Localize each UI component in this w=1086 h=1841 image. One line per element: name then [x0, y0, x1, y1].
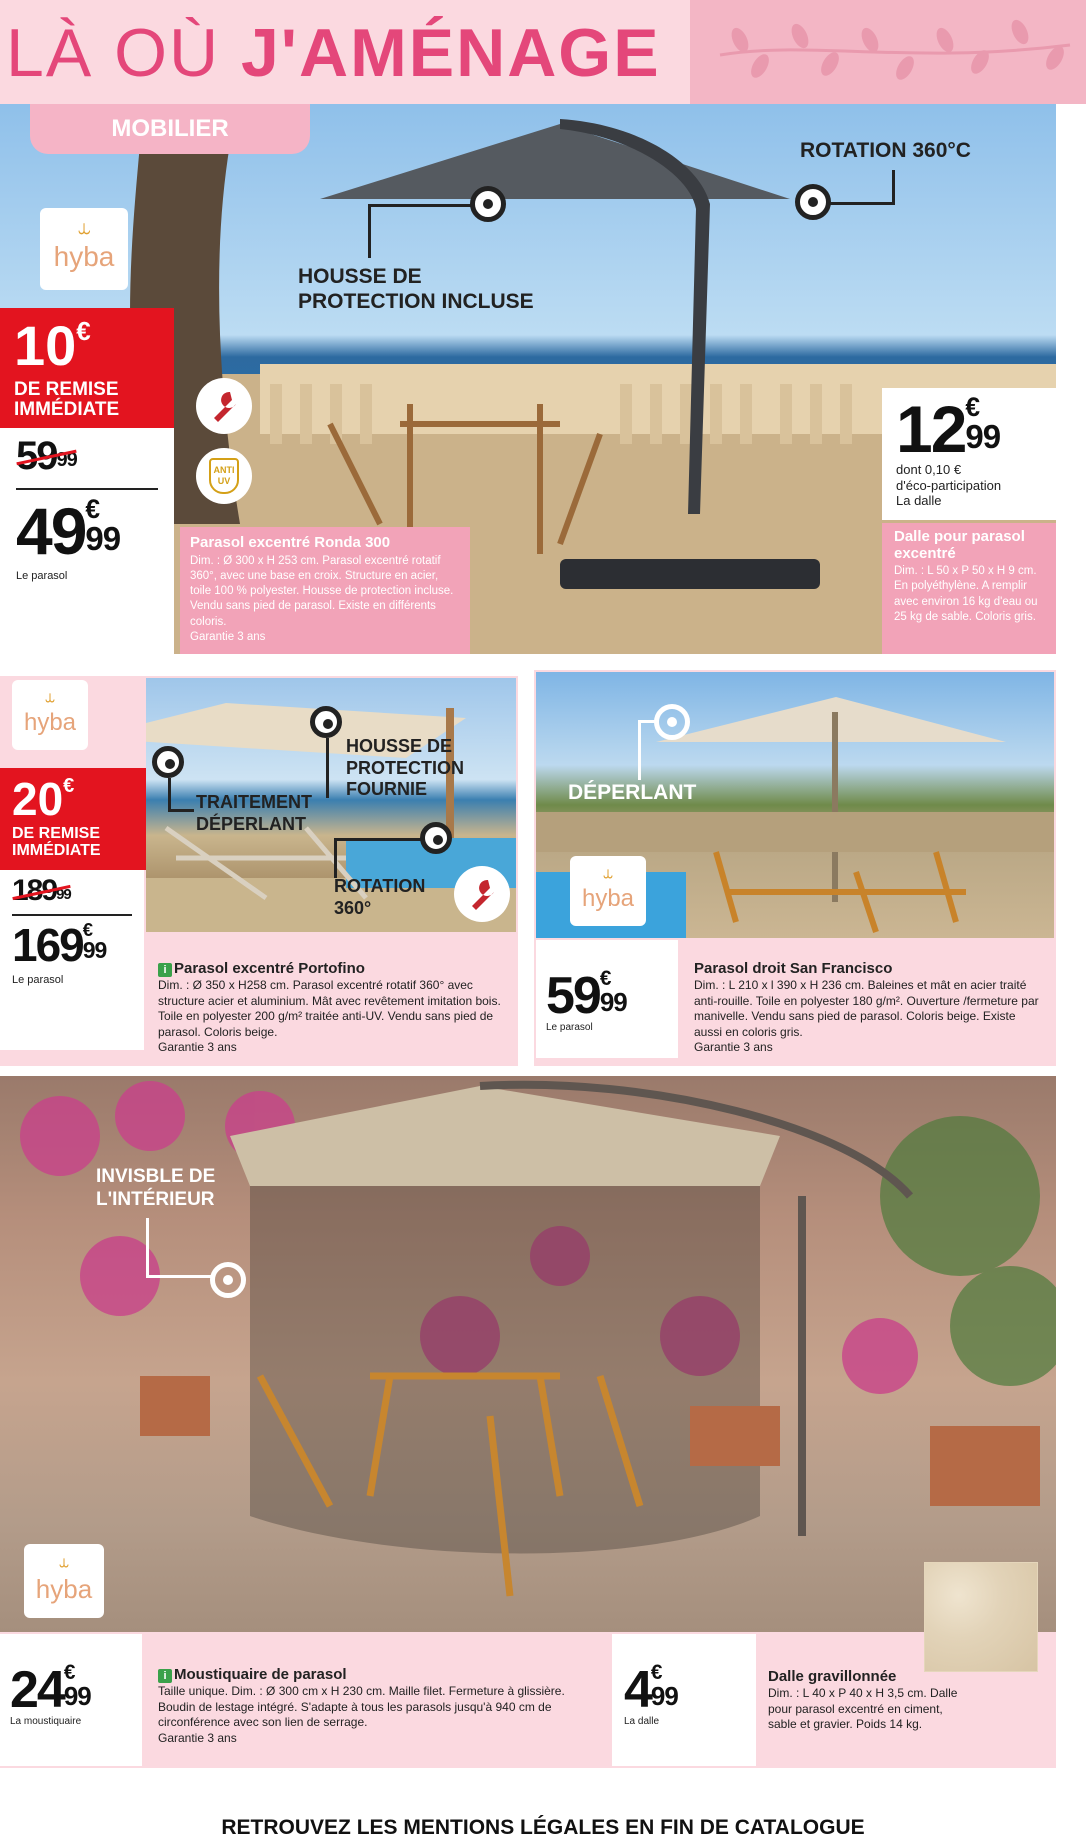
brand-name: hyba — [35, 1574, 93, 1604]
anti-uv-line2: UV — [217, 476, 231, 486]
product3-title: Parasol droit San Francisco — [694, 960, 893, 977]
callout-treatment — [196, 792, 312, 835]
dalle1-desc-text: Dim. : L 50 x P 50 x H 9 cm. En polyéthylène. A remplir avec environ 16 kg d'eau ou 25 kg de sable. Coloris gris. — [894, 565, 1038, 623]
price-unit-1: Le parasol — [16, 570, 68, 582]
brand-name: hyba — [581, 885, 635, 912]
dalle2-title: Dalle gravillonnée — [768, 1668, 897, 1685]
hyba-logo — [24, 1544, 104, 1618]
callout-invisible-line2: L'INTÉRIEUR — [96, 1188, 215, 1210]
product4-desc-text: Taille unique. Dim. : Ø 300 cm x H 230 cm. Maille filet. Fermeture à glissière. Boudin de lestage intégré. S'adapte à tous les parasols jusqu'à 940 cm de circonférence avec son lien de serrage. — [158, 1684, 565, 1730]
dalle1-description — [882, 523, 1056, 654]
discount-badge-2 — [0, 768, 146, 870]
product1-description — [180, 527, 470, 654]
callout-invisible — [96, 1166, 215, 1212]
price-unit-3: Le parasol — [546, 1022, 593, 1033]
callout-deperlant: DÉPERLANT — [568, 781, 697, 804]
product1-desc-text: Dim. : Ø 300 x H 253 cm. Parasol excentré rotatif 360°, avec une base en croix. Structure en acier, toile 100 % polyester. Housse de protection incluse. Vendu sans pied de parasol. Existe en différents coloris. — [190, 554, 454, 628]
info-icon: i — [158, 1669, 172, 1683]
price-1: 49 € 99 — [16, 494, 121, 568]
price-box-4 — [0, 1634, 142, 1766]
discount-badge-1 — [0, 308, 174, 428]
price-box-2 — [0, 870, 144, 1050]
mosquito-net-illustration — [0, 1076, 1056, 1632]
dalle1-eco: dont 0,10 € d'éco-participation La dalle — [896, 462, 1002, 509]
section3-photo — [0, 1076, 1056, 1632]
price-3: 59 € 99 — [546, 967, 627, 1025]
callout-cover-line2: PROTECTION INCLUSE — [298, 290, 534, 314]
cover-marker-icon — [470, 186, 506, 222]
product2-description — [158, 960, 512, 1056]
product2-title: i Parasol excentré Portofino — [158, 960, 512, 978]
price-box-3 — [536, 940, 678, 1058]
callout-rot2-line1: ROTATION — [334, 876, 426, 896]
legal-footer: RETROUVEZ LES MENTIONS LÉGALES EN FIN DE CATALOGUE — [221, 1816, 865, 1839]
invisible-marker-line — [146, 1218, 212, 1278]
rotation-marker-line — [830, 170, 895, 205]
info-icon: i — [158, 963, 172, 977]
product4-warranty: Garantie 3 ans — [158, 1730, 237, 1745]
bird-icon: ⥿ — [77, 214, 91, 239]
brand-name: hyba — [53, 241, 115, 272]
discount-label: DE REMISE IMMÉDIATE — [12, 825, 101, 859]
hyba-logo — [40, 208, 128, 290]
callout-cover-2 — [346, 736, 464, 801]
price-dalle2: 4 € 99 — [624, 1661, 678, 1719]
anti-uv-icon — [196, 448, 252, 504]
product2-desc-text: Dim. : Ø 350 x H258 cm. Parasol excentré rotatif 360° avec structure acier et aluminium. Mât avec revêtement imitation bois. Toile en polyester 200 g/m² traitée anti-UV. Vendu sans pied de parasol. Coloris beige. — [158, 978, 501, 1039]
header-title-band — [0, 0, 690, 104]
invisible-marker-icon — [210, 1262, 246, 1298]
tab-mobilier: MOBILIER — [30, 104, 310, 154]
anti-uv-line1: ANTI — [213, 465, 235, 475]
bird-icon: ⥿ — [58, 1551, 70, 1571]
dalle2-description — [768, 1668, 968, 1733]
wrench-icon — [196, 378, 252, 434]
product1-warranty: Garantie 3 ans — [190, 630, 266, 643]
product3-warranty: Garantie 3 ans — [694, 1040, 773, 1055]
price-unit-4: La moustiquaire — [10, 1716, 82, 1727]
product2-warranty: Garantie 3 ans — [158, 1040, 237, 1055]
cover-marker-icon-2 — [310, 706, 342, 738]
callout-treat-line1: TRAITEMENT — [196, 792, 312, 812]
price-box-1 — [0, 428, 174, 654]
leaf-branch-icon — [690, 0, 1086, 104]
callout-cover2-line2: PROTECTION — [346, 757, 465, 778]
treatment-marker-line — [168, 778, 194, 812]
title-light: LÀ OÙ — [6, 15, 221, 91]
bird-icon: ⥿ — [44, 686, 56, 706]
product4-description — [158, 1666, 588, 1746]
product4-title: i Moustiquaire de parasol — [158, 1666, 588, 1684]
dalle2-desc-text: Dim. : L 40 x P 40 x H 3,5 cm. Dalle pour parasol excentré en ciment, sable et gravier. Poids 14 kg. — [768, 1686, 958, 1732]
wrench-icon — [454, 866, 510, 922]
deperlant-marker-icon — [654, 704, 690, 740]
rotation-marker-line-2 — [334, 838, 422, 878]
rotation-marker-icon-2 — [420, 822, 452, 854]
product3-description — [694, 960, 1046, 1056]
price-unit-dalle2: La dalle — [624, 1716, 660, 1727]
old-price-1: 59 99 — [16, 434, 77, 478]
hyba-logo — [12, 680, 88, 750]
price-4: 24 € 99 — [10, 1661, 91, 1719]
deperlant-marker-line — [638, 720, 656, 780]
page-title — [6, 14, 661, 92]
dalle1-title: Dalle pour parasol excentré — [894, 528, 1025, 562]
callout-treat-line2: DÉPERLANT — [196, 813, 307, 834]
price-2: 169 € 99 — [12, 919, 107, 971]
price-unit-2: Le parasol — [12, 974, 64, 986]
bird-icon: ⥿ — [602, 862, 614, 882]
discount-amount: 20€ — [12, 773, 75, 825]
product1-title: Parasol excentré Ronda 300 — [190, 534, 391, 551]
product3-desc-text: Dim. : L 210 x l 390 x H 236 cm. Baleines et mât en acier traité anti-rouille. Toile en polyester 180 g/m². Ouverture /fermeture par manivelle. Vendu sans pied de parasol. Coloris beige. Existe aussi en coloris gris. — [694, 978, 1039, 1039]
callout-rotation-2 — [334, 876, 425, 919]
header-decoration — [690, 0, 1086, 104]
callout-cover-line1: HOUSSE DE — [298, 265, 422, 288]
price-dalle1: 12 € 99 — [896, 392, 1001, 466]
old-price-2: 189 99 — [12, 874, 71, 907]
hyba-logo — [570, 856, 646, 926]
callout-rot2-line2: 360° — [334, 897, 372, 918]
callout-invisible-line1: INVISBLE DE — [96, 1166, 216, 1187]
brand-name: hyba — [23, 709, 77, 736]
price-box-dalle2 — [612, 1634, 756, 1766]
treatment-marker-icon — [152, 746, 184, 778]
cover-marker-line-2 — [326, 738, 344, 798]
callout-cover — [298, 264, 534, 314]
cover-marker-line — [368, 204, 472, 258]
callout-rotation: ROTATION 360°C — [800, 139, 971, 162]
discount-label: DE REMISE IMMÉDIATE — [14, 379, 120, 420]
callout-cover2-line1: HOUSSE DE — [346, 736, 453, 756]
price-box-dalle1 — [882, 388, 1056, 520]
title-bold: J'AMÉNAGE — [240, 15, 661, 91]
discount-amount: 10€ — [14, 314, 91, 377]
rotation-marker-icon — [795, 184, 831, 220]
callout-cover2-line3: FOURNIE — [346, 779, 427, 800]
gravel-tile-image — [924, 1562, 1038, 1672]
